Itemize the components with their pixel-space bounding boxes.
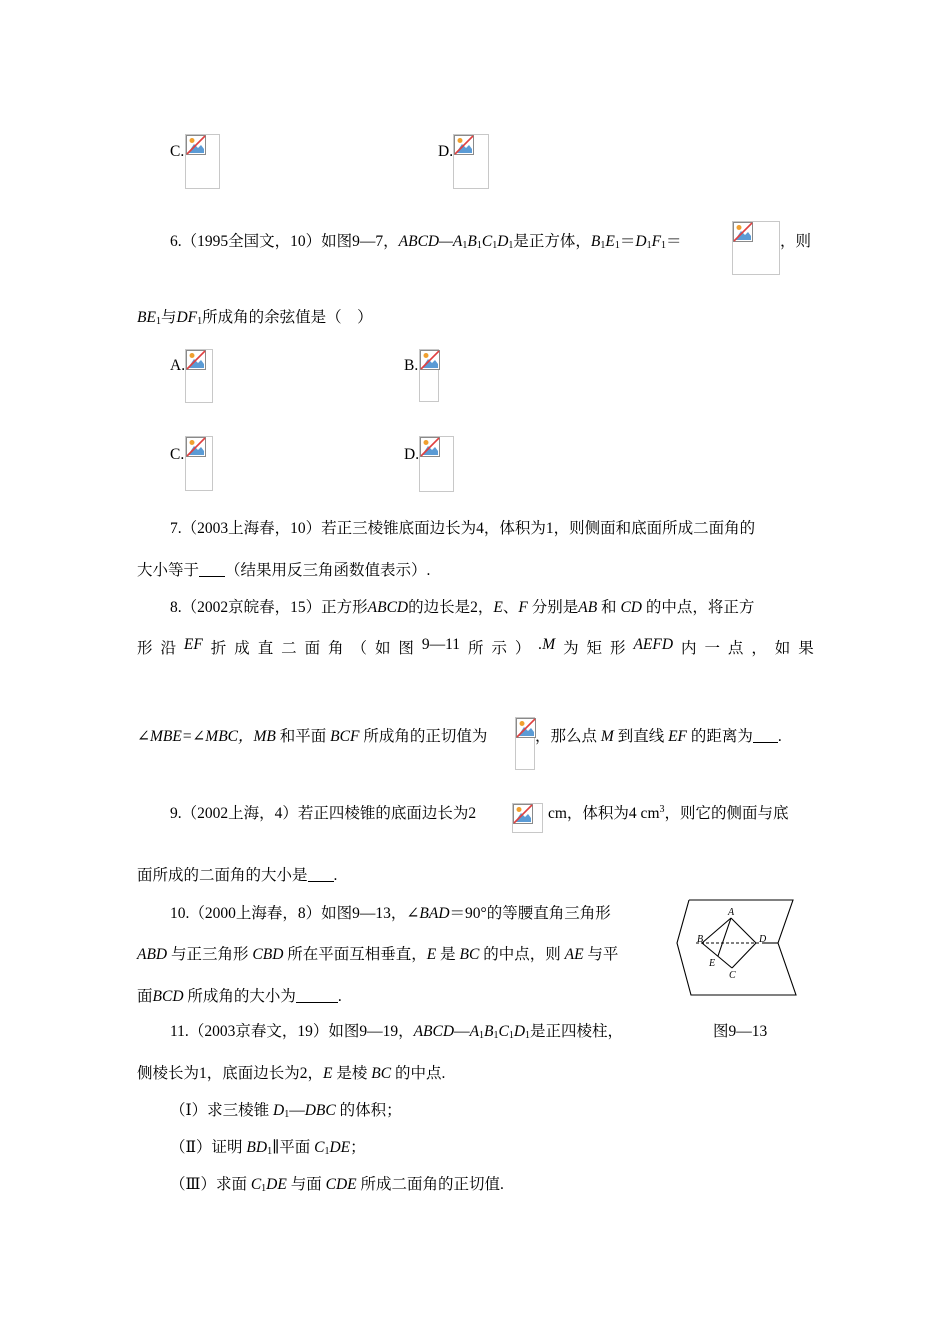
question-number: 9. [170, 805, 182, 822]
justified-text-token: 点 [727, 640, 744, 657]
question-number: 7. [170, 520, 182, 537]
justified-text-token: 形 [137, 640, 153, 657]
justified-text-token: .M [538, 636, 556, 653]
justified-text-token: 内 [680, 640, 697, 657]
question-9-line-2: 面所成的二面角的大小是 . [137, 867, 338, 884]
question-10-line-3: 面BCD 所成角的大小为 . [137, 988, 342, 1005]
formula-image-icon [185, 436, 213, 491]
question-number: 10. [170, 905, 190, 922]
justified-text-token: 成 [234, 640, 250, 657]
justified-text-token: 一 [704, 640, 720, 657]
justified-text-token: 形 [609, 640, 626, 657]
question-9-line-1-end: cm，体积为4 $cm^3$，则它的侧面与底 [548, 804, 789, 822]
option-c-label: C. [170, 143, 185, 160]
option-c-label: C. [170, 446, 185, 463]
formula-image-icon [419, 349, 439, 402]
justified-text-token: 为 [563, 640, 579, 657]
option-d-label: D. [438, 143, 454, 160]
figure-9-13-diagram [676, 898, 800, 998]
question-8-line-1: 8.（2002京皖春，15）正方形ABCD的边长是2，E、F 分别是AB 和 CD 的中点，将正方 [170, 599, 755, 616]
justified-text-token: 果 [798, 640, 814, 657]
question-9-line-1: 9.（2002上海，4）若正四棱锥的底面边长为2 [170, 805, 477, 822]
option-b-label: B. [404, 357, 419, 374]
question-number: 11. [170, 1023, 189, 1040]
formula-image-icon [453, 134, 489, 189]
question-11-line-2: 侧棱长为1，底面边长为2，E 是棱 BC 的中点. [137, 1065, 446, 1082]
label-e: E [709, 958, 716, 969]
justified-text-token: 所 [467, 640, 484, 657]
justified-text-token: 角 [328, 640, 344, 657]
question-11-part-3: （Ⅲ）求面 $C_1DE$ 与面 CDE 所成二面角的正切值. [170, 1176, 504, 1194]
answer-blank [753, 728, 778, 743]
question-8-line-2 [137, 636, 814, 658]
question-10-line-2: ABD 与正三角形 CBD 所在平面互相垂直，E 是 BC 的中点，则 AE 与平 [137, 946, 619, 963]
option-d-label: D. [404, 446, 420, 463]
justified-text-token: 沿 [160, 640, 176, 657]
justified-text-token: ） [514, 640, 531, 657]
question-6-line-1: 6.（1995全国文，10）如图9—7，$ABCD—A_1B_1C_1D_1$是正方体，$B_1E_1=D_1F_1=$ [170, 233, 682, 251]
option-a-label: A. [170, 357, 186, 374]
question-6-then: ，则 [780, 233, 812, 250]
formula-image-icon [515, 717, 535, 770]
justified-text-token: 直 [257, 640, 274, 657]
formula-image-icon [512, 803, 543, 833]
formula-image-icon [185, 134, 220, 189]
justified-text-token: 如 [374, 640, 391, 657]
justified-text-token: 面 [304, 640, 321, 657]
question-11-line-1: 11.（2003京春文，19）如图9—19，$ABCD—A_1B_1C_1D_1$是正四棱柱， [170, 1023, 624, 1041]
justified-text-token: AEFD [633, 636, 674, 653]
answer-blank [308, 867, 334, 882]
justified-text-token: 示 [491, 640, 507, 657]
question-11-part-1: （Ⅰ）求三棱锥 $D_1—DBC$ 的体积； [170, 1102, 402, 1120]
justified-text-token: 二 [281, 640, 297, 657]
answer-blank [199, 562, 225, 577]
justified-text-token: ， [751, 640, 767, 657]
justified-text-token: EF [183, 636, 203, 653]
question-8-line-3-end: ，那么点 M 到直线 EF 的距离为 . [535, 728, 782, 745]
justified-text-token: 折 [210, 640, 227, 657]
answer-blank [296, 988, 338, 1003]
question-number: 8. [170, 599, 182, 616]
justified-text-token: 9—11 [421, 636, 461, 653]
question-number: 6. [170, 233, 182, 250]
label-d: D [759, 934, 767, 945]
justified-text-token: 矩 [586, 640, 603, 657]
label-c: C [729, 970, 736, 981]
question-10-line-1: 10.（2000上海春，8）如图9—13，∠BAD＝90°的等腰直角三角形 [170, 905, 611, 922]
formula-image-icon [185, 349, 213, 403]
label-a: A [728, 907, 735, 918]
question-8-line-3: ∠MBE=∠MBC，MB 和平面 BCF 所成角的正切值为 [137, 728, 488, 745]
justified-text-token: （ [351, 640, 368, 657]
formula-image-icon [732, 221, 780, 275]
label-b: B [697, 934, 704, 945]
figure-caption: 图9—13 [713, 1023, 768, 1040]
justified-text-token: 图 [398, 640, 414, 657]
question-7-line-1: 7.（2003上海春，10）若正三棱锥底面边长为4，体积为1，则侧面和底面所成二面角的 [170, 520, 756, 537]
formula-image-icon [419, 436, 454, 492]
question-11-part-2: （Ⅱ）证明 $BD_1\parallel$平面 $C_1DE$； [170, 1139, 366, 1157]
justified-text-token: 如 [774, 640, 791, 657]
question-7-line-2: 大小等于 （结果用反三角函数值表示）. [137, 562, 431, 579]
question-6-line-2: $BE_1$与$DF_1$所成角的余弦值是（ ） [137, 309, 373, 327]
